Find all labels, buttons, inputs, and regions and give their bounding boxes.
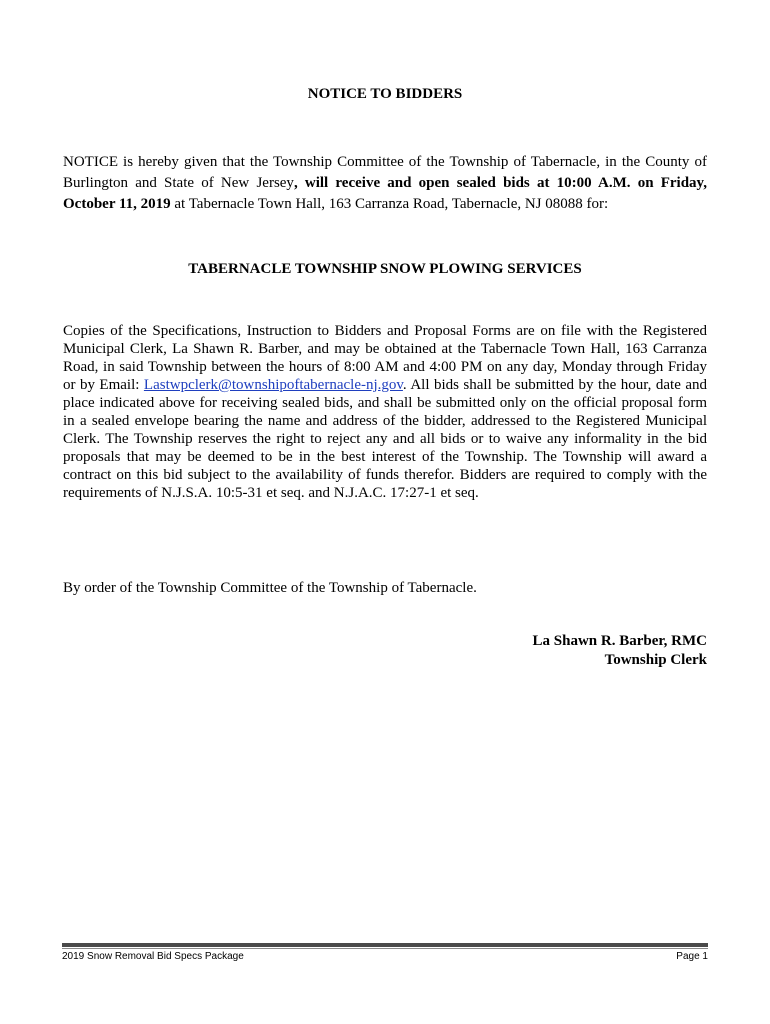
- copies-paragraph: [63, 322, 707, 502]
- service-heading: TABERNACLE TOWNSHIP SNOW PLOWING SERVICES: [188, 261, 582, 277]
- signature-block: [533, 632, 707, 670]
- notice-text-start: NOTICE is hereby given that the Township Committee of the Township of Tabernacle, in the County of Burlington and State of New Jersey: [63, 154, 707, 191]
- signature-role: Township Clerk: [604, 652, 707, 668]
- notice-text-end: at Tabernacle Town Hall, 163 Carranza Road, Tabernacle, NJ 08088 for:: [170, 196, 609, 212]
- page-title: NOTICE TO BIDDERS: [307, 86, 463, 102]
- footer-page-number: Page 1: [676, 951, 708, 962]
- footer-divider: [62, 943, 708, 947]
- notice-paragraph: [63, 152, 707, 215]
- clerk-email-link[interactable]: Lastwpclerk@townshipoftabernacle-nj.gov: [143, 377, 403, 393]
- copies-text-start: Copies of the Specifications, Instruction to Bidders and Proposal Forms are on file with the Registered Municipal Clerk, La Shawn R. Barber, and may be obtained at the Tabernacle Town Hall, 163 Carranza Road, in said Township between the hours of 8:00 AM and 4:00 PM on any day, Monday through Friday or by Email:: [63, 323, 707, 393]
- footer-divider-thin: [62, 948, 708, 949]
- notice-bid-date: , will receive and open sealed bids at 10:00 A.M. on Friday, October 11, 2019: [63, 175, 707, 212]
- footer-document-title: 2019 Snow Removal Bid Specs Package: [62, 951, 244, 962]
- order-statement: By order of the Township Committee of the Township of Tabernacle.: [63, 580, 477, 596]
- copies-text-end: . All bids shall be submitted by the hour, date and place indicated above for receiving sealed bids, and shall be submitted only on the official proposal form in a sealed envelope bearing the name and address of the bidder, addressed to the Registered Municipal Clerk. The Township reserves the right to reject any and all bids or to waive any informality in the bid proposals that may be deemed to be in the best interest of the Township. The Township will award a contract on this bid subject to the availability of funds therefor. Bidders are required to comply with the requirements of N.J.S.A. 10:5-31 et seq. and N.J.A.C. 17:27-1 et seq.: [63, 377, 707, 501]
- signature-name: La Shawn R. Barber, RMC: [532, 633, 707, 649]
